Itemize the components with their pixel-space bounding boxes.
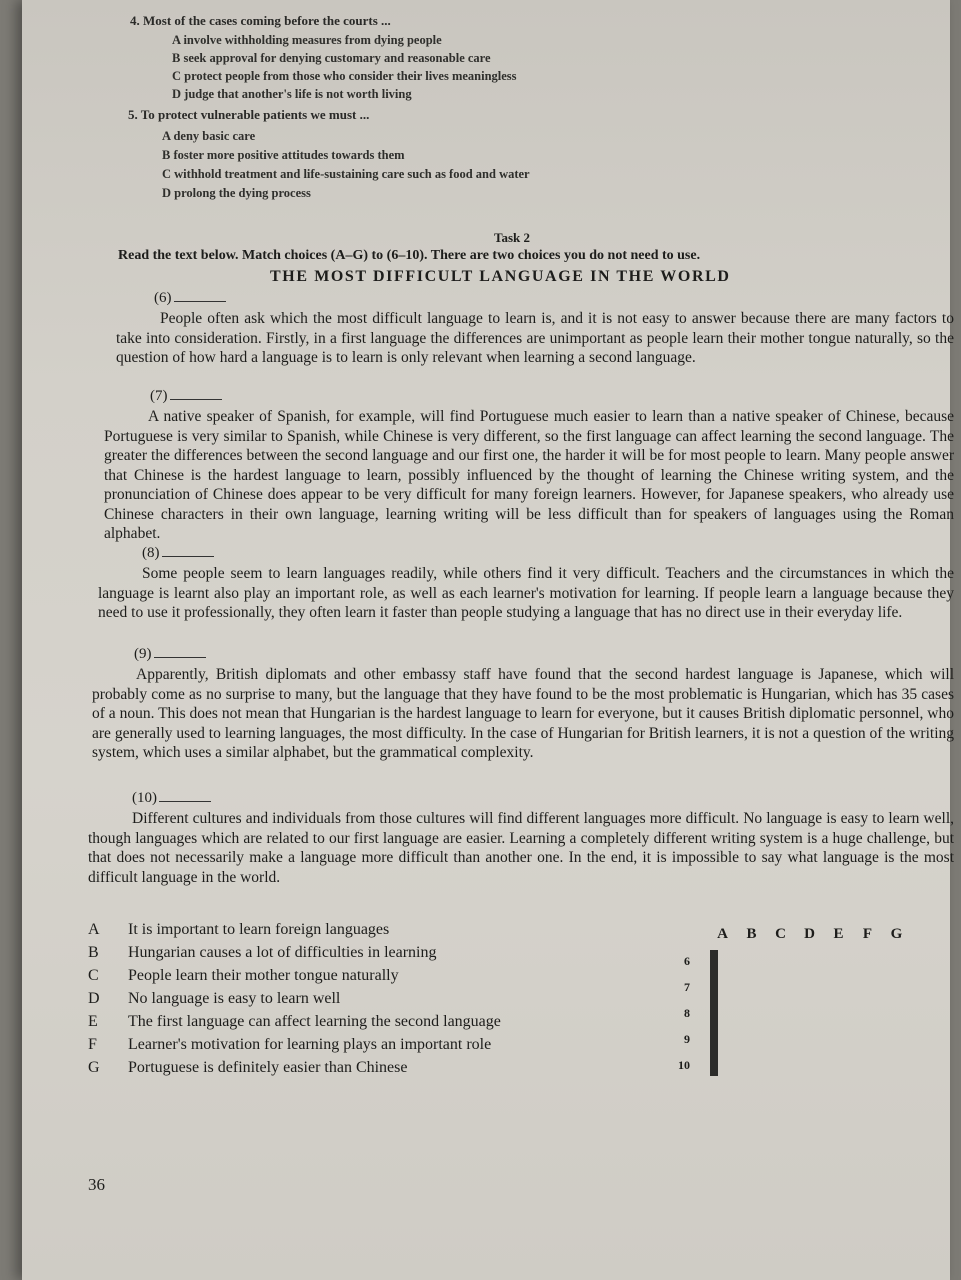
book-page: [22, 0, 954, 1280]
gap-8: (8): [142, 545, 214, 562]
choice-c: C People learn their mother tongue naturally: [88, 967, 399, 984]
page-number: 36: [88, 1175, 105, 1194]
gap-10: (10): [132, 790, 211, 807]
task-instruction: Read the text below. Match choices (A–G) to (6–10). There are two choices you do not need to use.: [118, 248, 701, 263]
choice-f: F Learner's motivation for learning plays an important role: [88, 1036, 492, 1053]
gap-6: (6): [154, 290, 226, 307]
grid-row-7: 7: [684, 980, 690, 994]
grid-cell[interactable]: [717, 1051, 718, 1076]
grid-col-c: C: [775, 926, 786, 942]
paragraph-10: Different cultures and individuals from those cultures will find different languages more difficult. No language is easy to learn well, though languages which are related to our first language are easier. Learning a completely different writing system is a huge challenge, but that does not necessarily make a language more difficult than another one. In the end, it is impossible to say what language is the most difficult language in the world.: [88, 810, 954, 886]
grid-col-d: D: [804, 926, 815, 942]
grid-cell[interactable]: [717, 1026, 718, 1051]
grid-col-a: A: [717, 926, 728, 942]
task-title: Task 2: [494, 230, 531, 245]
question-4-option-d: D judge that another's life is not worth living: [172, 87, 412, 101]
grid-cell[interactable]: [717, 976, 718, 1001]
article-title: THE MOST DIFFICULT LANGUAGE IN THE WORLD: [270, 268, 731, 285]
choice-b: B Hungarian causes a lot of difficulties in learning: [88, 944, 437, 961]
paragraph-9: Apparently, British diplomats and other embassy staff have found that the second hardest language is Japanese, which will probably come as no surprise to many, but the language that they have found to be the most problematic is Hungarian, which has 35 cases of a noun. This does not mean that Hungarian is the hardest language to learn for everyone, but it causes British diplomatic personnel, who are generally used to learning languages, the most difficulty. In the case of Hungarian for British learners, it is not a question of the writing system, which uses a similar alphabet, but the grammatical complexity.: [92, 666, 954, 761]
question-5-option-c: C withhold treatment and life-sustaining care such as food and water: [162, 167, 530, 181]
paragraph-6: People often ask which the most difficult language to learn is, and it is not easy to answer because there are many factors to take into consideration. Firstly, in a first language the differences are unimportant as people learn their mother tongue naturally, so the question of how hard a language is to learn is only relevant when learning a second language.: [116, 310, 954, 366]
choice-list: [88, 918, 501, 1079]
question-5-option-d: D prolong the dying process: [162, 186, 311, 200]
grid-cell[interactable]: [717, 951, 718, 976]
paragraph-8: Some people seem to learn languages readily, while others find it very difficult. Teachers and the circumstances in which the language is learnt also play an important role, as well as each learner's motivation for learning. If people learn a language because they need to use it professionally, they often learn it faster than people studying a language that has no direct use in their everyday life.: [98, 565, 954, 621]
choice-d: D No language is easy to learn well: [88, 990, 341, 1007]
choice-g: G Portuguese is definitely easier than Chinese: [88, 1059, 408, 1076]
grid-col-g: G: [890, 926, 903, 942]
choice-a: A It is important to learn foreign languages: [88, 921, 390, 938]
gap-9: (9): [134, 646, 206, 663]
gap-7: (7): [150, 388, 222, 405]
grid-row-9: 9: [684, 1032, 690, 1046]
answer-grid-header: [708, 926, 911, 943]
grid-row-10: 10: [678, 1058, 690, 1072]
question-4-option-c: C protect people from those who consider their lives meaningless: [172, 69, 517, 83]
grid-col-b: B: [746, 926, 757, 942]
question-5-option-a: A deny basic care: [162, 129, 256, 143]
grid-row-6: 6: [684, 954, 690, 968]
question-4-option-b: B seek approval for denying customary and reasonable care: [172, 51, 491, 65]
grid-col-e: E: [833, 926, 844, 942]
question-4-option-a: A involve withholding measures from dying people: [172, 33, 442, 47]
choice-e: E The first language can affect learning the second language: [88, 1013, 501, 1030]
grid-row-8: 8: [684, 1006, 690, 1020]
answer-grid-table: [710, 950, 718, 1076]
question-5: 5. To protect vulnerable patients we must ...: [128, 107, 370, 122]
question-5-option-b: B foster more positive attitudes towards them: [162, 148, 405, 162]
grid-cell[interactable]: [717, 1001, 718, 1026]
grid-col-f: F: [862, 926, 873, 942]
question-4: 4. Most of the cases coming before the courts ...: [130, 13, 391, 28]
paragraph-7: A native speaker of Spanish, for example, will find Portuguese much easier to learn than a native speaker of Chinese, because Portuguese is very similar to Spanish, while Chinese is very different, so the first language can affect learning the second language. The greater the differences between the second language and our first one, the harder it will be for most people to learn. Many people answer that Chinese is the hardest language to learn, possibly influenced by the thought of learning the Chinese writing system, and the pronunciation of Chinese does appear to be very difficult for many foreign learners. However, for Japanese speakers, who already use Chinese characters in their own language, learning writing will be less difficult than for speakers of languages using the Roman alphabet.: [104, 408, 954, 542]
